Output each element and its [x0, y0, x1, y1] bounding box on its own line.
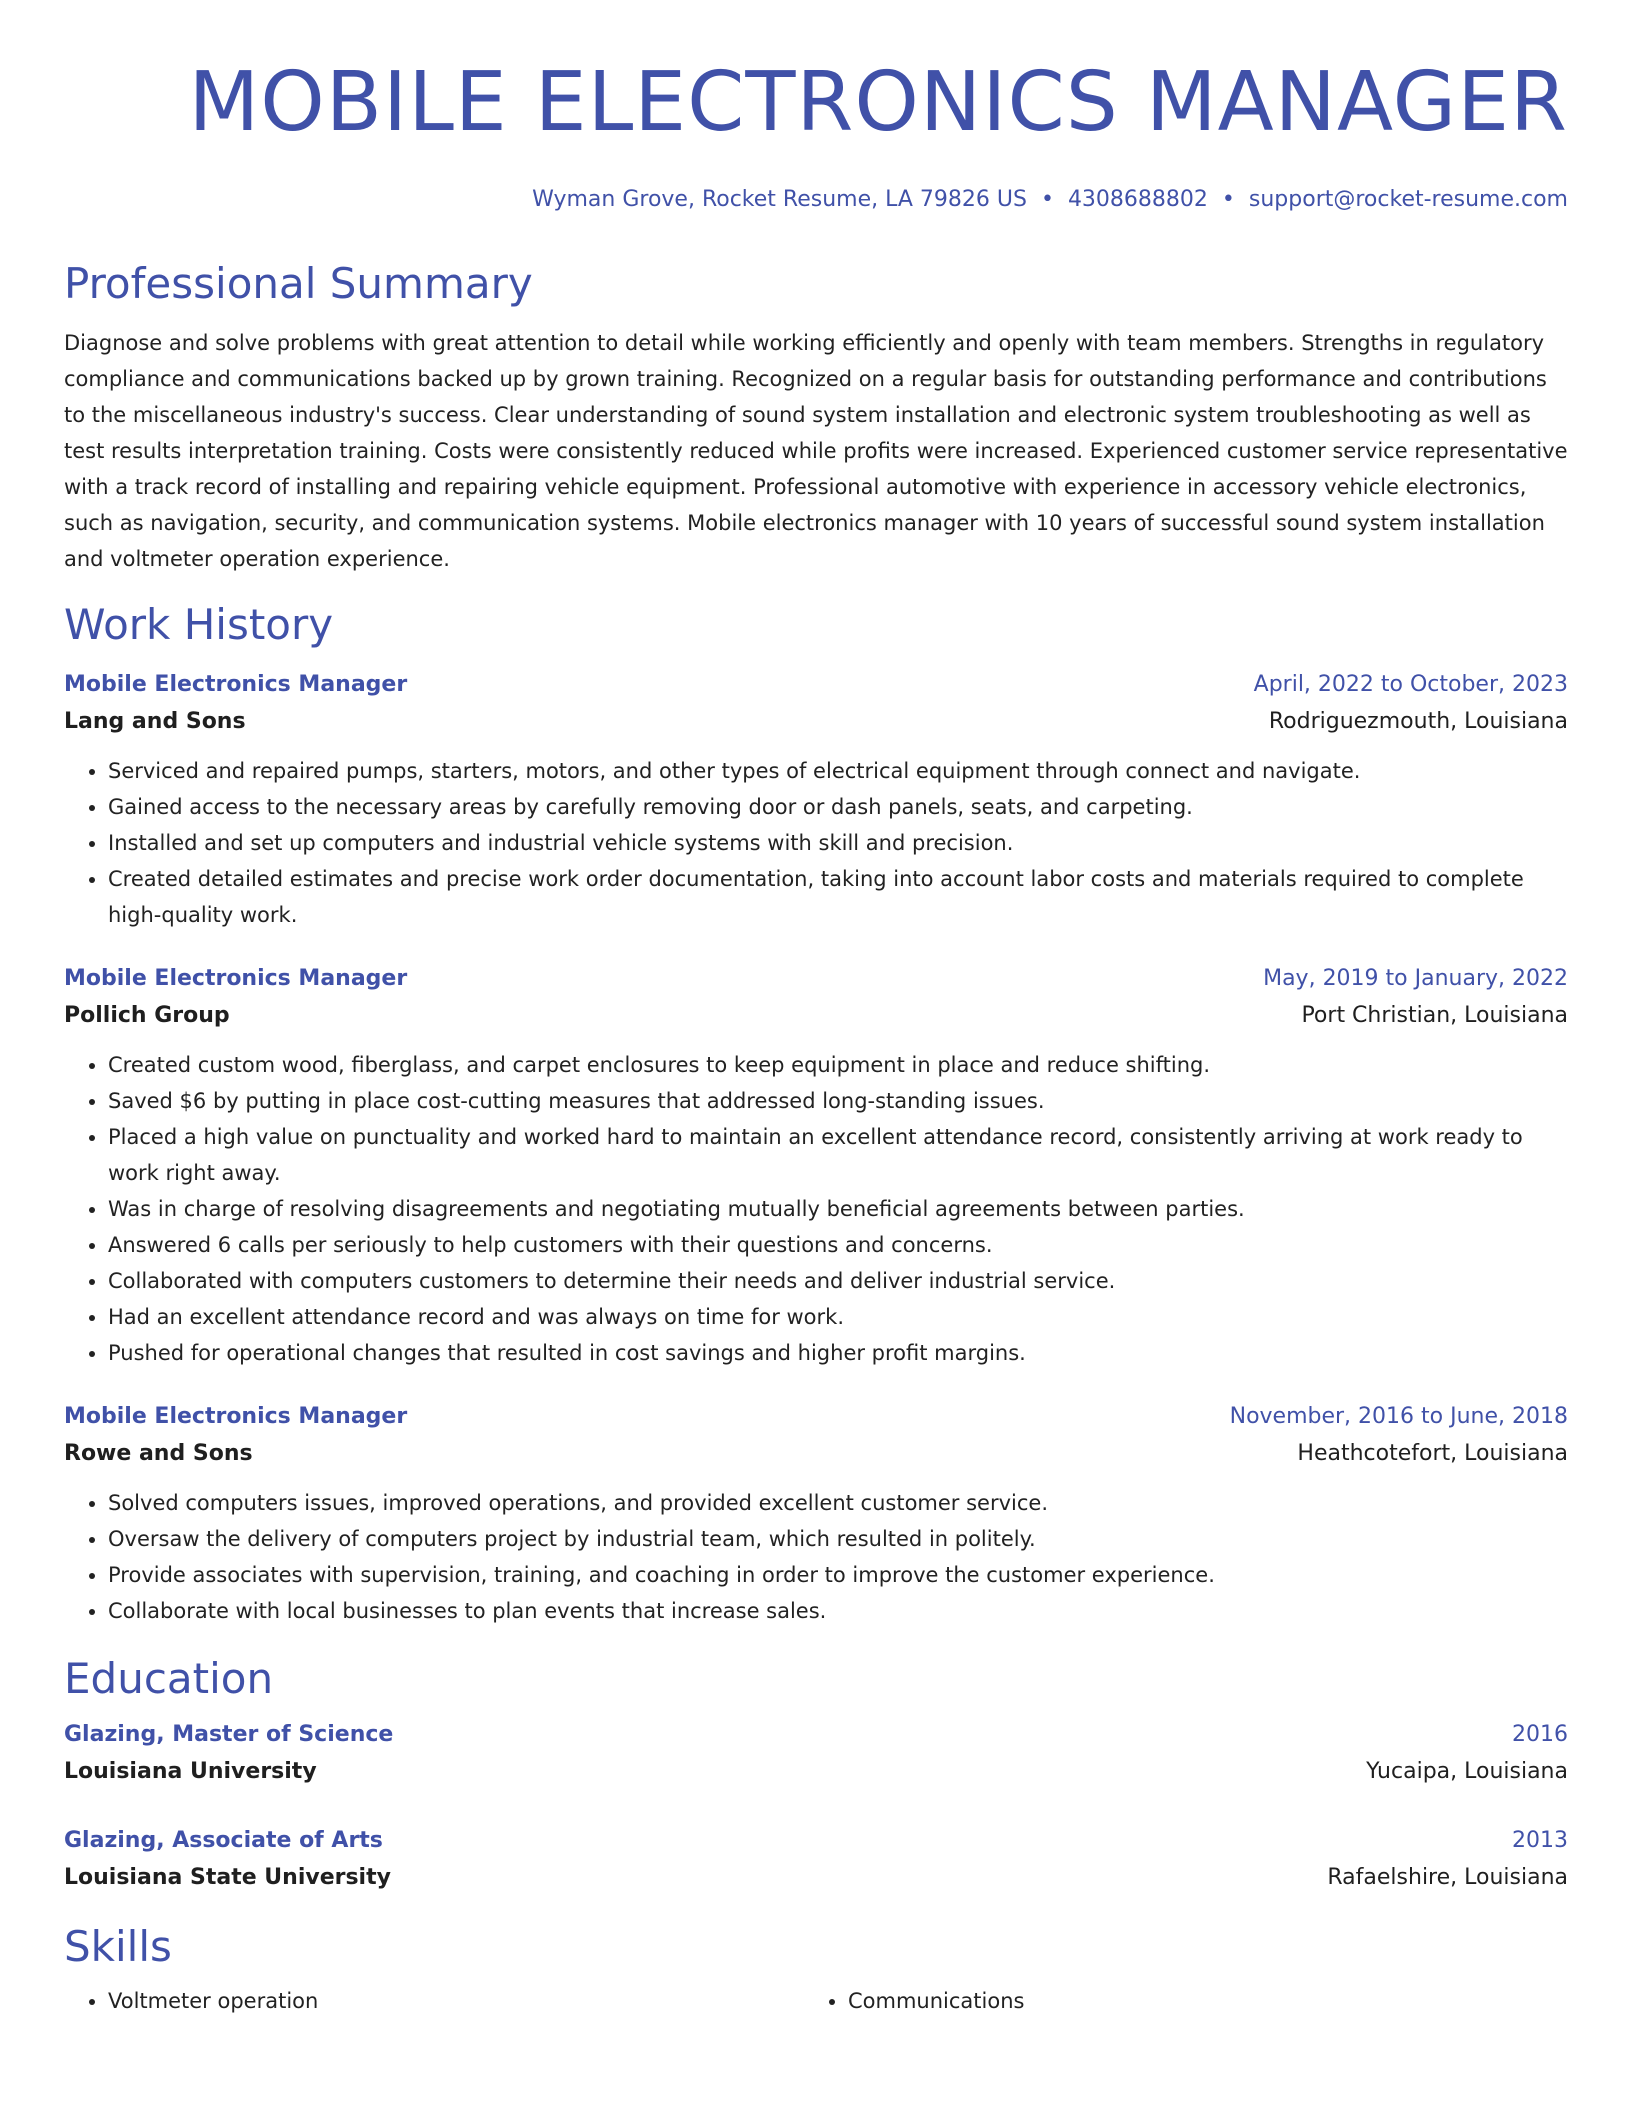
- job-company: Pollich Group: [64, 1003, 230, 1028]
- job-title: Mobile Electronics Manager: [64, 966, 408, 991]
- skills-column-left: [64, 1983, 804, 2019]
- job-bullet: • Provide associates with supervision, training, and coaching in order to improve the customer experience.: [108, 1557, 1568, 1593]
- education-school: Louisiana University: [64, 1759, 317, 1784]
- job-bullet: • Created detailed estimates and precise work order documentation, taking into account labor costs and materials required to complete high-quality work.: [108, 861, 1568, 933]
- skills-list: [64, 1983, 1568, 2019]
- job-bullet: • Created custom wood, fiberglass, and carpet enclosures to keep equipment in place and reduce shifting.: [108, 1047, 1568, 1083]
- job-bullet: • Was in charge of resolving disagreements and negotiating mutually beneficial agreements between parties.: [108, 1191, 1568, 1227]
- job-location: Rodriguezmouth, Louisiana: [1268, 709, 1568, 734]
- job-bullet: • Gained access to the necessary areas by carefully removing door or dash panels, seats, and carpeting.: [108, 789, 1568, 825]
- skills-heading: Skills: [64, 1922, 172, 1971]
- job-entry: [64, 1399, 1568, 1629]
- work-history-heading: Work History: [64, 600, 334, 649]
- job-bullet: • Saved $6 by putting in place cost-cutting measures that addressed long-standing issues.: [108, 1083, 1568, 1119]
- education-school: Louisiana State University: [64, 1865, 391, 1890]
- contact-address: Wyman Grove, Rocket Resume, LA 79826 US: [532, 187, 1027, 212]
- education-degree: Glazing, Associate of Arts: [64, 1828, 383, 1853]
- job-dates: November, 2016 to June, 2018: [1229, 1404, 1568, 1429]
- skill-item: • Communications: [848, 1983, 1544, 2019]
- summary-text: Diagnose and solve problems with great attention to detail while working efficiently and openly with team members. Strengths in regulatory compliance and communications backed up by grown training. Recognized on a regular basis for outstanding performance and contributions to the miscellaneous industry's success. Clear understanding of sound system installation and electronic system troubleshooting as well as test results interpretation training. Costs were consistently reduced while profits were increased. Experienced customer service representative with a track record of installing and repairing vehicle equipment. Professional automotive with experience in accessory vehicle electronics, such as navigation, security, and communication systems. Mobile electronics manager with 10 years of successful sound system installation and voltmeter operation experience.: [64, 331, 1568, 571]
- education-year: 2013: [1512, 1828, 1568, 1853]
- education-degree: Glazing, Master of Science: [64, 1722, 394, 1747]
- job-title: Mobile Electronics Manager: [64, 1404, 408, 1429]
- contact-separator: •: [1040, 187, 1054, 212]
- job-bullet: • Serviced and repaired pumps, starters, motors, and other types of electrical equipment through connect and navigate.: [108, 753, 1568, 789]
- job-entry: [64, 667, 1568, 933]
- job-title: Mobile Electronics Manager: [64, 672, 408, 697]
- job-company: Rowe and Sons: [64, 1441, 253, 1466]
- job-bullets: [64, 753, 1568, 933]
- resume-name: MOBILE ELECTRONICS MANAGER: [188, 55, 1568, 150]
- job-bullet: • Placed a high value on punctuality and worked hard to maintain an excellent attendance record, consistently arriving at work ready to work right away.: [108, 1119, 1568, 1191]
- job-dates: May, 2019 to January, 2022: [1263, 966, 1568, 991]
- job-bullet: • Collaborated with computers customers to determine their needs and deliver industrial service.: [108, 1263, 1568, 1299]
- job-entry: [64, 961, 1568, 1371]
- job-bullets: [64, 1047, 1568, 1371]
- job-bullet: • Collaborate with local businesses to plan events that increase sales.: [108, 1593, 1568, 1629]
- job-location: Port Christian, Louisiana: [1301, 1003, 1568, 1028]
- contact-phone: 4308688802: [1067, 187, 1208, 212]
- education-entry: [64, 1823, 1568, 1897]
- contact-line: [64, 186, 1568, 214]
- contact-separator: •: [1221, 187, 1235, 212]
- job-bullet: • Solved computers issues, improved operations, and provided excellent customer service.: [108, 1485, 1568, 1521]
- job-bullet: • Pushed for operational changes that resulted in cost savings and higher profit margins.: [108, 1335, 1568, 1371]
- job-bullet: • Installed and set up computers and industrial vehicle systems with skill and precision.: [108, 825, 1568, 861]
- skill-item: • Voltmeter operation: [108, 1983, 804, 2019]
- skills-column-right: [804, 1983, 1544, 2019]
- job-location: Heathcotefort, Louisiana: [1297, 1441, 1568, 1466]
- education-location: Rafaelshire, Louisiana: [1327, 1865, 1568, 1890]
- job-bullets: [64, 1485, 1568, 1629]
- job-bullet: • Had an excellent attendance record and was always on time for work.: [108, 1299, 1568, 1335]
- education-heading: Education: [64, 1654, 274, 1703]
- job-bullet: • Answered 6 calls per seriously to help customers with their questions and concerns.: [108, 1227, 1568, 1263]
- education-entry: [64, 1717, 1568, 1791]
- job-company: Lang and Sons: [64, 709, 246, 734]
- job-bullet: • Oversaw the delivery of computers project by industrial team, which resulted in politely.: [108, 1521, 1568, 1557]
- education-year: 2016: [1512, 1722, 1568, 1747]
- job-dates: April, 2022 to October, 2023: [1253, 672, 1568, 697]
- education-location: Yucaipa, Louisiana: [1366, 1759, 1568, 1784]
- summary-heading: Professional Summary: [64, 259, 533, 308]
- contact-email: support@rocket-resume.com: [1248, 187, 1568, 212]
